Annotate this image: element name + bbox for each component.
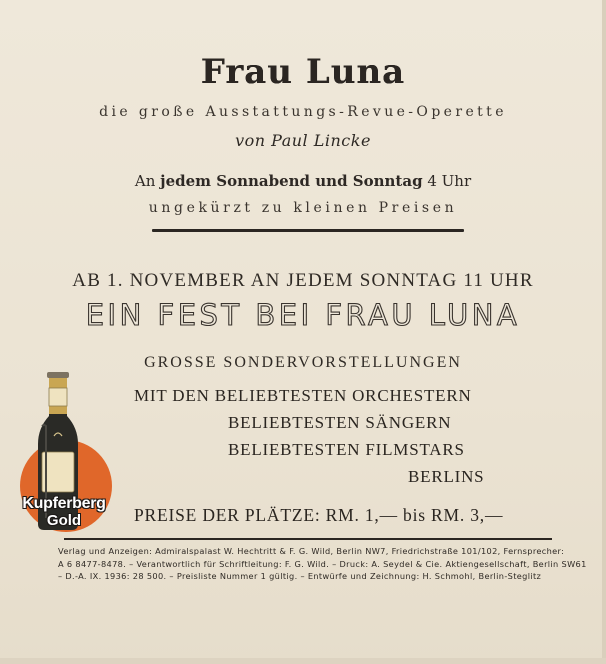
performers-line-1: MIT DEN BELIEBTESTEN ORCHESTERN (134, 386, 472, 405)
kupferberg-gold-ad (8, 368, 120, 534)
ad-brand-line-2: Gold (46, 512, 82, 529)
schedule-prefix: An (134, 172, 161, 190)
schedule-time: 4 Uhr (422, 172, 472, 190)
schedule-line (0, 172, 606, 190)
special-performances: GROSSE SONDERVORSTELLUNGEN (144, 354, 462, 371)
performers-line-2: BELIEBTESTEN SÄNGERN (228, 413, 452, 432)
imprint (58, 545, 587, 583)
show-subtitle: die große Ausstattungs-Revue-Operette (99, 104, 507, 120)
performers-line-3: BELIEBTESTEN FILMSTARS (228, 440, 465, 459)
imprint-line-1: Verlag und Anzeigen: Admiralspalast W. Hechtritt & F. G. Wild, Berlin NW7, Friedrichstraße 101/102, Fernsprecher: (58, 546, 565, 556)
page-edge-right (602, 0, 606, 664)
performers-line-4: BERLINS (408, 467, 485, 486)
announcement-date: AB 1. NOVEMBER AN JEDEM SONNTAG 11 UHR (72, 270, 534, 291)
divider-top (152, 229, 464, 232)
price-note: ungekürzt zu kleinen Preisen (148, 200, 458, 216)
divider-bottom (64, 538, 552, 540)
show-title: Frau Luna (200, 52, 406, 92)
imprint-line-2: A 6 8477-8478. – Verantwortlich für Schriftleitung: F. G. Wild. – Druck: A. Seydel & Cie. Aktiengesellschaft, Berlin SW61 (58, 558, 587, 569)
event-title: EIN FEST BEI FRAU LUNA (85, 298, 521, 332)
schedule-days: jedem Sonnabend und Sonntag (160, 172, 423, 190)
show-author: von Paul Lincke (235, 131, 371, 150)
page-edge-bottom (0, 658, 606, 664)
ad-brand-line-1: Kupferberg (22, 495, 106, 512)
imprint-line-3: – D.-A. IX. 1936: 28 500. – Preisliste Nummer 1 gültig. – Entwürfe und Zeichnung: H. Schmohl, Berlin-Steglitz (58, 571, 542, 581)
seat-prices: PREISE DER PLÄTZE: RM. 1,— bis RM. 3,— (134, 505, 504, 525)
